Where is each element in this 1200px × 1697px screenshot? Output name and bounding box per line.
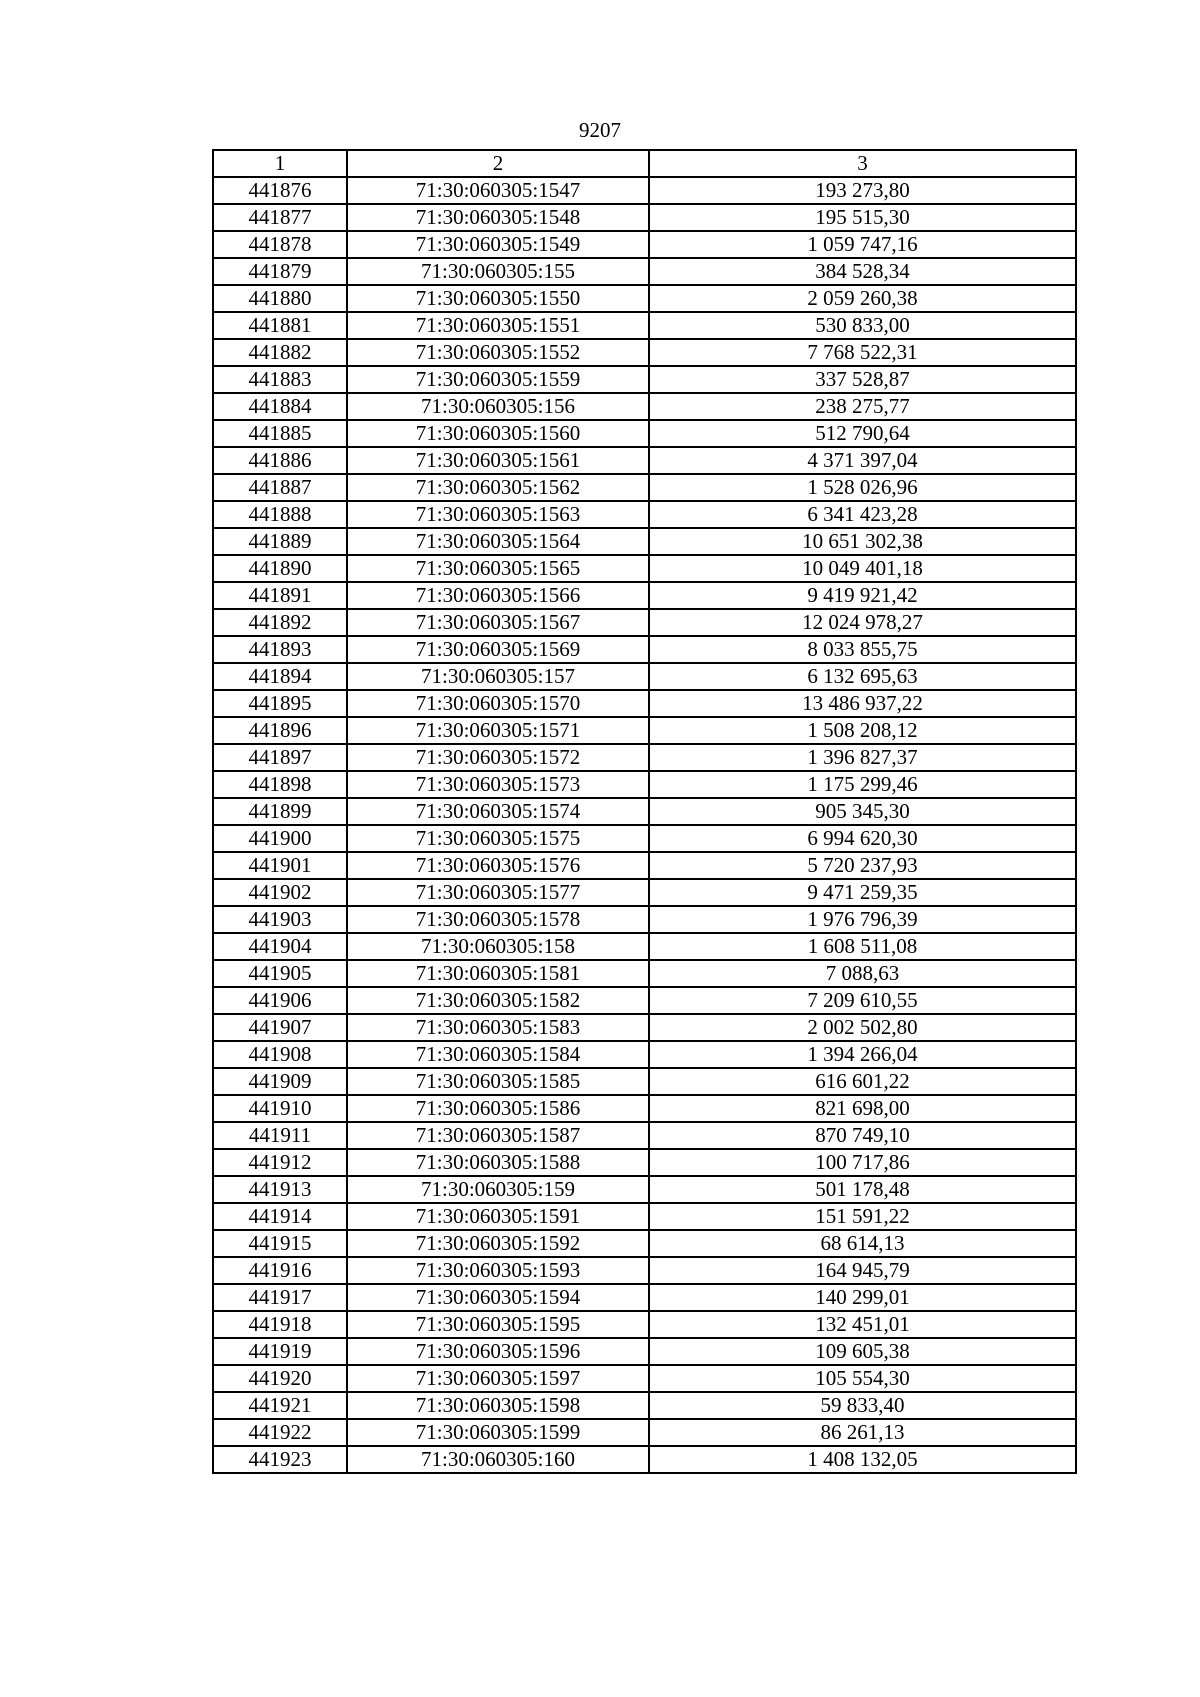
- table-row: [213, 663, 1076, 690]
- value-cell: 86 261,13: [649, 1419, 1076, 1446]
- value-cell: 2 002 502,80: [649, 1014, 1076, 1041]
- cadastral-number-cell: 71:30:060305:1560: [347, 420, 649, 447]
- row-number-cell: 441919: [213, 1338, 347, 1365]
- value-cell: 384 528,34: [649, 258, 1076, 285]
- value-cell: 1 528 026,96: [649, 474, 1076, 501]
- row-number-cell: 441876: [213, 177, 347, 204]
- table-row: [213, 1446, 1076, 1473]
- value-cell: 821 698,00: [649, 1095, 1076, 1122]
- table-row: [213, 1014, 1076, 1041]
- cadastral-number-cell: 71:30:060305:1573: [347, 771, 649, 798]
- table-row: [213, 1041, 1076, 1068]
- row-number-cell: 441904: [213, 933, 347, 960]
- cadastral-number-cell: 71:30:060305:1559: [347, 366, 649, 393]
- value-cell: 151 591,22: [649, 1203, 1076, 1230]
- table-row: [213, 744, 1076, 771]
- table-row: [213, 771, 1076, 798]
- value-cell: 6 132 695,63: [649, 663, 1076, 690]
- row-number-cell: 441906: [213, 987, 347, 1014]
- cadastral-number-cell: 71:30:060305:157: [347, 663, 649, 690]
- table-row: [213, 906, 1076, 933]
- table-row: [213, 852, 1076, 879]
- cadastral-number-cell: 71:30:060305:1599: [347, 1419, 649, 1446]
- table-row: [213, 1095, 1076, 1122]
- cadastral-number-cell: 71:30:060305:1547: [347, 177, 649, 204]
- table-row: [213, 258, 1076, 285]
- value-cell: 10 651 302,38: [649, 528, 1076, 555]
- value-cell: 140 299,01: [649, 1284, 1076, 1311]
- table-row: [213, 177, 1076, 204]
- cadastral-number-cell: 71:30:060305:1548: [347, 204, 649, 231]
- row-number-cell: 441912: [213, 1149, 347, 1176]
- table-row: [213, 339, 1076, 366]
- value-cell: 59 833,40: [649, 1392, 1076, 1419]
- cadastral-number-cell: 71:30:060305:159: [347, 1176, 649, 1203]
- cadastral-number-cell: 71:30:060305:1550: [347, 285, 649, 312]
- cadastral-number-cell: 71:30:060305:1594: [347, 1284, 649, 1311]
- value-cell: 1 396 827,37: [649, 744, 1076, 771]
- value-cell: 164 945,79: [649, 1257, 1076, 1284]
- value-cell: 8 033 855,75: [649, 636, 1076, 663]
- value-cell: 109 605,38: [649, 1338, 1076, 1365]
- table-row: [213, 474, 1076, 501]
- table-header: [213, 150, 1076, 177]
- row-number-cell: 441878: [213, 231, 347, 258]
- row-number-cell: 441890: [213, 555, 347, 582]
- table-row: [213, 717, 1076, 744]
- value-cell: 9 419 921,42: [649, 582, 1076, 609]
- row-number-cell: 441916: [213, 1257, 347, 1284]
- cadastral-number-cell: 71:30:060305:155: [347, 258, 649, 285]
- value-cell: 7 768 522,31: [649, 339, 1076, 366]
- row-number-cell: 441922: [213, 1419, 347, 1446]
- cadastral-number-cell: 71:30:060305:1583: [347, 1014, 649, 1041]
- cadastral-number-cell: 71:30:060305:1596: [347, 1338, 649, 1365]
- value-cell: 1 976 796,39: [649, 906, 1076, 933]
- value-cell: 195 515,30: [649, 204, 1076, 231]
- row-number-cell: 441892: [213, 609, 347, 636]
- table-row: [213, 636, 1076, 663]
- table-row: [213, 1311, 1076, 1338]
- table-row: [213, 798, 1076, 825]
- data-table: [212, 149, 1077, 1474]
- header-row: [213, 150, 1076, 177]
- table-row: [213, 1122, 1076, 1149]
- row-number-cell: 441920: [213, 1365, 347, 1392]
- value-cell: 870 749,10: [649, 1122, 1076, 1149]
- table-row: [213, 1068, 1076, 1095]
- cadastral-number-cell: 71:30:060305:1597: [347, 1365, 649, 1392]
- row-number-cell: 441908: [213, 1041, 347, 1068]
- cadastral-number-cell: 71:30:060305:1584: [347, 1041, 649, 1068]
- table-row: [213, 285, 1076, 312]
- value-cell: 13 486 937,22: [649, 690, 1076, 717]
- cadastral-number-cell: 71:30:060305:1566: [347, 582, 649, 609]
- row-number-cell: 441877: [213, 204, 347, 231]
- row-number-cell: 441882: [213, 339, 347, 366]
- value-cell: 1 394 266,04: [649, 1041, 1076, 1068]
- row-number-cell: 441899: [213, 798, 347, 825]
- value-cell: 1 408 132,05: [649, 1446, 1076, 1473]
- cadastral-number-cell: 71:30:060305:156: [347, 393, 649, 420]
- row-number-cell: 441891: [213, 582, 347, 609]
- cadastral-number-cell: 71:30:060305:1549: [347, 231, 649, 258]
- table-row: [213, 987, 1076, 1014]
- table-row: [213, 879, 1076, 906]
- value-cell: 1 508 208,12: [649, 717, 1076, 744]
- page-number: 9207: [579, 118, 621, 142]
- table-row: [213, 501, 1076, 528]
- row-number-cell: 441901: [213, 852, 347, 879]
- cadastral-number-cell: 71:30:060305:1563: [347, 501, 649, 528]
- table-row: [213, 231, 1076, 258]
- cadastral-number-cell: 71:30:060305:1562: [347, 474, 649, 501]
- table-row: [213, 960, 1076, 987]
- row-number-cell: 441917: [213, 1284, 347, 1311]
- row-number-cell: 441903: [213, 906, 347, 933]
- table-row: [213, 555, 1076, 582]
- table-row: [213, 582, 1076, 609]
- cadastral-number-cell: 71:30:060305:1578: [347, 906, 649, 933]
- value-cell: 68 614,13: [649, 1230, 1076, 1257]
- cadastral-number-cell: 71:30:060305:1574: [347, 798, 649, 825]
- row-number-cell: 441898: [213, 771, 347, 798]
- row-number-cell: 441921: [213, 1392, 347, 1419]
- row-number-cell: 441915: [213, 1230, 347, 1257]
- cadastral-number-cell: 71:30:060305:1569: [347, 636, 649, 663]
- row-number-cell: 441907: [213, 1014, 347, 1041]
- row-number-cell: 441918: [213, 1311, 347, 1338]
- cadastral-number-cell: 71:30:060305:1588: [347, 1149, 649, 1176]
- cadastral-number-cell: 71:30:060305:1595: [347, 1311, 649, 1338]
- row-number-cell: 441897: [213, 744, 347, 771]
- cadastral-number-cell: 71:30:060305:1570: [347, 690, 649, 717]
- table-row: [213, 312, 1076, 339]
- row-number-cell: 441910: [213, 1095, 347, 1122]
- table-row: [213, 1203, 1076, 1230]
- row-number-cell: 441923: [213, 1446, 347, 1473]
- value-cell: 193 273,80: [649, 177, 1076, 204]
- cadastral-number-cell: 71:30:060305:1551: [347, 312, 649, 339]
- value-cell: 7 088,63: [649, 960, 1076, 987]
- cadastral-number-cell: 71:30:060305:1572: [347, 744, 649, 771]
- table-row: [213, 366, 1076, 393]
- value-cell: 132 451,01: [649, 1311, 1076, 1338]
- cadastral-number-cell: 71:30:060305:160: [347, 1446, 649, 1473]
- table-row: [213, 1149, 1076, 1176]
- value-cell: 105 554,30: [649, 1365, 1076, 1392]
- row-number-cell: 441885: [213, 420, 347, 447]
- cadastral-number-cell: 71:30:060305:1561: [347, 447, 649, 474]
- value-cell: 512 790,64: [649, 420, 1076, 447]
- column-header-3: 3: [649, 150, 1076, 177]
- value-cell: 4 371 397,04: [649, 447, 1076, 474]
- row-number-cell: 441913: [213, 1176, 347, 1203]
- value-cell: 905 345,30: [649, 798, 1076, 825]
- cadastral-number-cell: 71:30:060305:1571: [347, 717, 649, 744]
- table-row: [213, 1338, 1076, 1365]
- value-cell: 337 528,87: [649, 366, 1076, 393]
- table-row: [213, 528, 1076, 555]
- value-cell: 6 994 620,30: [649, 825, 1076, 852]
- table-row: [213, 1365, 1076, 1392]
- row-number-cell: 441909: [213, 1068, 347, 1095]
- value-cell: 1 608 511,08: [649, 933, 1076, 960]
- cadastral-number-cell: 71:30:060305:1575: [347, 825, 649, 852]
- table-row: [213, 825, 1076, 852]
- value-cell: 530 833,00: [649, 312, 1076, 339]
- table-row: [213, 1176, 1076, 1203]
- cadastral-number-cell: 71:30:060305:1591: [347, 1203, 649, 1230]
- cadastral-number-cell: 71:30:060305:1585: [347, 1068, 649, 1095]
- row-number-cell: 441905: [213, 960, 347, 987]
- cadastral-number-cell: 71:30:060305:1582: [347, 987, 649, 1014]
- column-header-2: 2: [347, 150, 649, 177]
- table-row: [213, 420, 1076, 447]
- value-cell: 1 175 299,46: [649, 771, 1076, 798]
- table-row: [213, 1419, 1076, 1446]
- row-number-cell: 441902: [213, 879, 347, 906]
- cadastral-number-cell: 71:30:060305:1576: [347, 852, 649, 879]
- row-number-cell: 441883: [213, 366, 347, 393]
- table-row: [213, 933, 1076, 960]
- value-cell: 7 209 610,55: [649, 987, 1076, 1014]
- table-row: [213, 1230, 1076, 1257]
- row-number-cell: 441888: [213, 501, 347, 528]
- cadastral-number-cell: 71:30:060305:1593: [347, 1257, 649, 1284]
- value-cell: 238 275,77: [649, 393, 1076, 420]
- cadastral-number-cell: 71:30:060305:1592: [347, 1230, 649, 1257]
- row-number-cell: 441881: [213, 312, 347, 339]
- value-cell: 10 049 401,18: [649, 555, 1076, 582]
- value-cell: 9 471 259,35: [649, 879, 1076, 906]
- value-cell: 2 059 260,38: [649, 285, 1076, 312]
- row-number-cell: 441893: [213, 636, 347, 663]
- row-number-cell: 441896: [213, 717, 347, 744]
- table-row: [213, 690, 1076, 717]
- value-cell: 501 178,48: [649, 1176, 1076, 1203]
- row-number-cell: 441895: [213, 690, 347, 717]
- cadastral-number-cell: 71:30:060305:1581: [347, 960, 649, 987]
- table-row: [213, 447, 1076, 474]
- value-cell: 6 341 423,28: [649, 501, 1076, 528]
- column-header-1: 1: [213, 150, 347, 177]
- value-cell: 100 717,86: [649, 1149, 1076, 1176]
- row-number-cell: 441879: [213, 258, 347, 285]
- row-number-cell: 441894: [213, 663, 347, 690]
- row-number-cell: 441880: [213, 285, 347, 312]
- cadastral-number-cell: 71:30:060305:1567: [347, 609, 649, 636]
- cadastral-number-cell: 71:30:060305:1552: [347, 339, 649, 366]
- row-number-cell: 441914: [213, 1203, 347, 1230]
- value-cell: 616 601,22: [649, 1068, 1076, 1095]
- value-cell: 12 024 978,27: [649, 609, 1076, 636]
- row-number-cell: 441889: [213, 528, 347, 555]
- table-row: [213, 1392, 1076, 1419]
- cadastral-number-cell: 71:30:060305:1577: [347, 879, 649, 906]
- table-row: [213, 609, 1076, 636]
- cadastral-number-cell: 71:30:060305:158: [347, 933, 649, 960]
- row-number-cell: 441887: [213, 474, 347, 501]
- table-row: [213, 204, 1076, 231]
- table-row: [213, 1284, 1076, 1311]
- value-cell: 1 059 747,16: [649, 231, 1076, 258]
- value-cell: 5 720 237,93: [649, 852, 1076, 879]
- table-body: [213, 177, 1076, 1473]
- cadastral-number-cell: 71:30:060305:1587: [347, 1122, 649, 1149]
- cadastral-number-cell: 71:30:060305:1565: [347, 555, 649, 582]
- row-number-cell: 441911: [213, 1122, 347, 1149]
- row-number-cell: 441886: [213, 447, 347, 474]
- table-row: [213, 1257, 1076, 1284]
- table-row: [213, 393, 1076, 420]
- cadastral-number-cell: 71:30:060305:1598: [347, 1392, 649, 1419]
- row-number-cell: 441900: [213, 825, 347, 852]
- cadastral-number-cell: 71:30:060305:1564: [347, 528, 649, 555]
- cadastral-number-cell: 71:30:060305:1586: [347, 1095, 649, 1122]
- row-number-cell: 441884: [213, 393, 347, 420]
